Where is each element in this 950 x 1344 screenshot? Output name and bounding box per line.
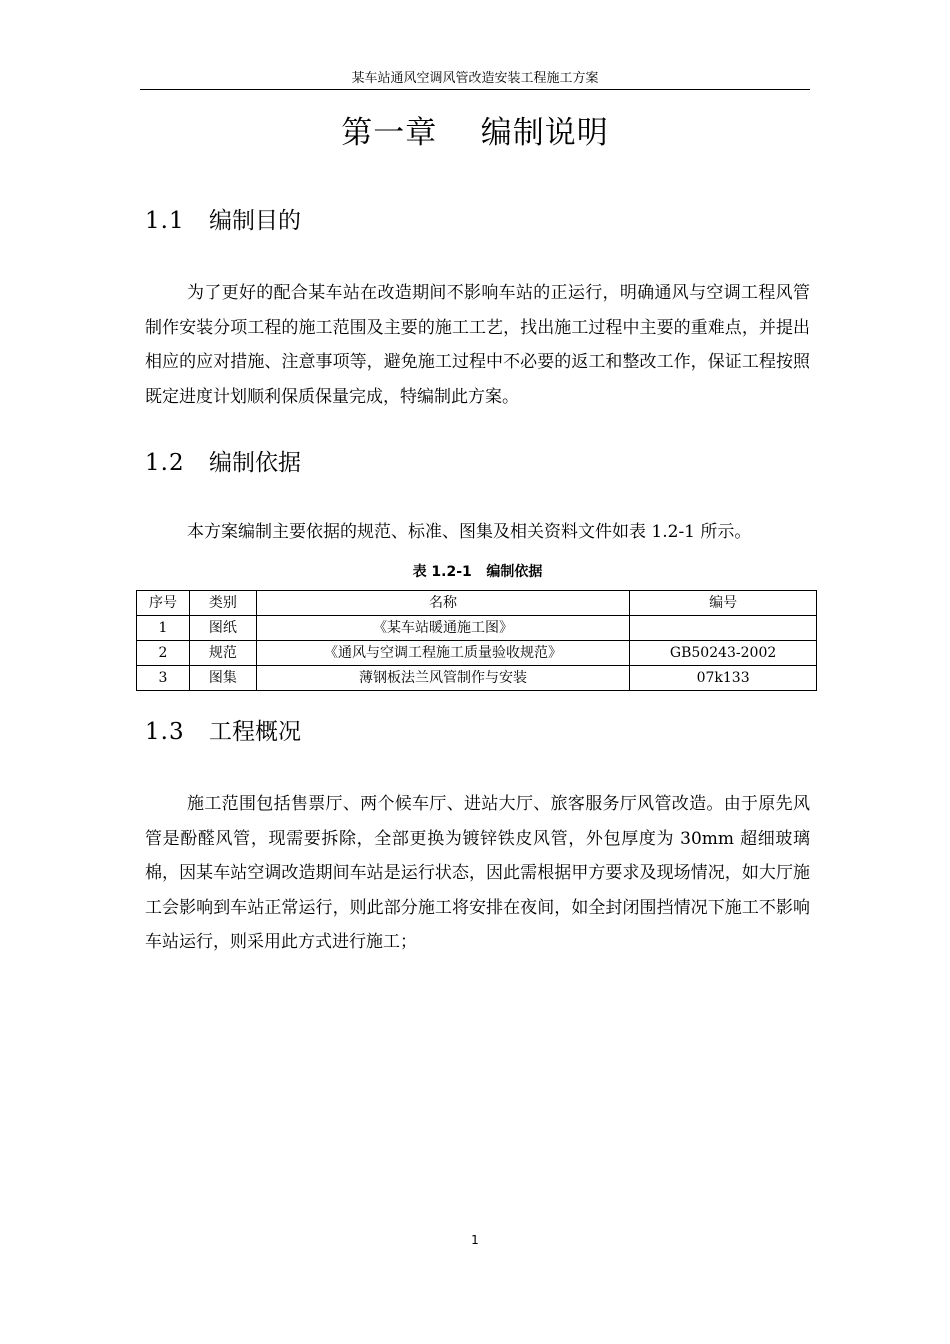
section-paragraph-purpose: 为了更好的配合某车站在改造期间不影响车站的正运行，明确通风与空调工程风管制作安装分项工程的施工范围及主要的施工工艺，找出施工过程中主要的重难点，并提出相应的应对措施、注意事项等，避免施工过程中不必要的返工和整改工作，保证工程按照既定进度计划顺利保质保量完成，特编制此方案。 [145, 283, 810, 407]
header-rule [140, 89, 810, 90]
section-title: 工程概况 [209, 719, 301, 745]
table-cell: 规范 [189, 641, 256, 666]
table-header-cell: 序号 [137, 591, 190, 616]
table-row [137, 666, 817, 691]
table-cell: 2 [137, 641, 190, 666]
table-header-row [137, 591, 817, 616]
section-title: 编制目的 [209, 208, 301, 234]
running-header: 某车站通风空调风管改造安装工程施工方案 [351, 71, 599, 86]
section-number: 1.3 [145, 719, 185, 745]
table-cell [630, 616, 817, 641]
table-cell: 薄钢板法兰风管制作与安装 [256, 666, 629, 691]
section-heading-1-3 [145, 716, 301, 748]
section-number: 1.2 [145, 450, 185, 476]
table-row [137, 641, 817, 666]
table-cell: GB50243-2002 [630, 641, 817, 666]
section-heading-1-2 [145, 447, 301, 479]
table-header-cell: 编号 [630, 591, 817, 616]
table-header-cell: 类别 [189, 591, 256, 616]
table-cell: 图集 [189, 666, 256, 691]
section-paragraph-basis: 本方案编制主要依据的规范、标准、图集及相关资料文件如表 1.2-1 所示。 [187, 522, 752, 542]
table-caption: 表 1.2-1 编制依据 [412, 564, 543, 580]
table-row [137, 616, 817, 641]
table-header-cell: 名称 [256, 591, 629, 616]
section-paragraph-overview: 施工范围包括售票厅、两个候车厅、进站大厅、旅客服务厅风管改造。由于原先风管是酚醛风管，现需要拆除，全部更换为镀锌铁皮风管，外包厚度为 30mm 超细玻璃棉，因某车站空调改造期间车站是运行状态，因此需根据甲方要求及现场情况，如大厅施工会影响到车站正常运行，则此部分施工将安排在夜间，如全封闭围挡情况下施工不影响车站运行，则采用此方式进行施工； [145, 794, 810, 952]
table-cell: 《通风与空调工程施工质量验收规范》 [256, 641, 629, 666]
page-number: 1 [471, 1233, 479, 1247]
table-cell: 1 [137, 616, 190, 641]
table-cell: 3 [137, 666, 190, 691]
chapter-title: 第一章 编制说明 [341, 115, 609, 151]
section-heading-1-1 [145, 205, 301, 237]
basis-table [136, 590, 817, 691]
table-cell: 图纸 [189, 616, 256, 641]
table-cell: 《某车站暖通施工图》 [256, 616, 629, 641]
section-title: 编制依据 [209, 450, 301, 476]
section-number: 1.1 [145, 208, 185, 234]
table-cell: 07k133 [630, 666, 817, 691]
